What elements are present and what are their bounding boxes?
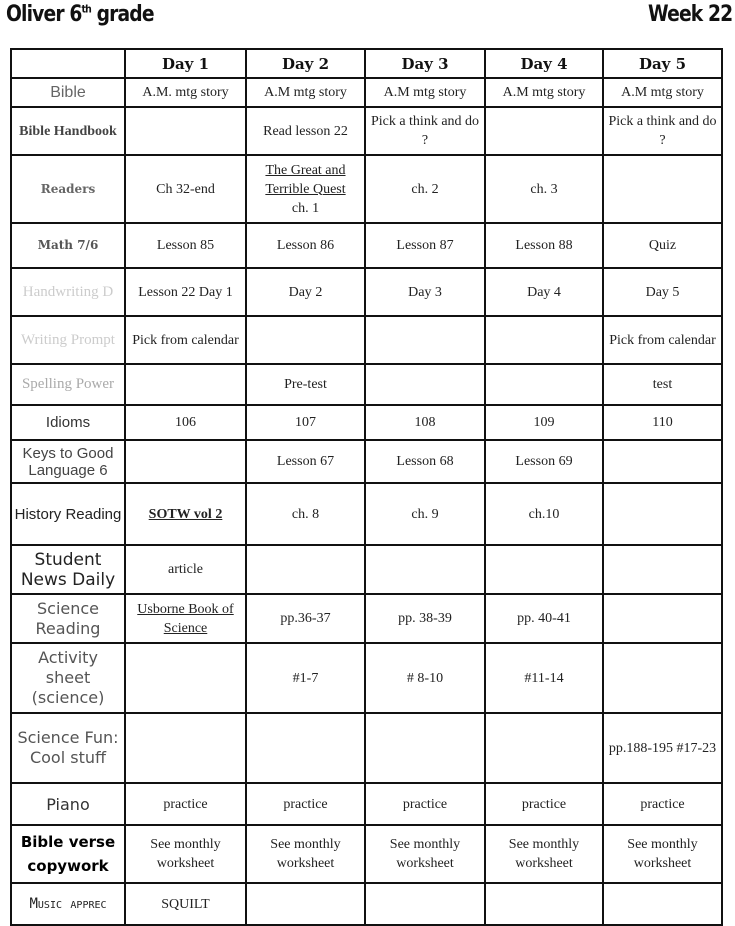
cell-text: practice [521, 796, 567, 812]
cell-text: Pick from calendar [609, 332, 716, 348]
schedule-cell [365, 483, 485, 545]
schedule-cell [125, 825, 246, 883]
cell-text: Pick a think and do ? [370, 114, 480, 148]
title-text: Oliver 6 [6, 2, 82, 27]
table-row [11, 405, 722, 440]
schedule-cell [603, 483, 722, 545]
table-row [11, 713, 722, 783]
day-header: Day 3 [365, 49, 485, 78]
table-row [11, 364, 722, 405]
cell-text: Lesson 88 [515, 238, 573, 253]
cell-text: # 8-10 [406, 670, 444, 686]
table-row [11, 545, 722, 594]
schedule-cell [365, 883, 485, 925]
week-label: Week 22 [647, 2, 733, 27]
cell-text: #1-7 [292, 670, 319, 686]
cell-text: ch. 2 [411, 181, 439, 197]
schedule-cell [603, 783, 722, 825]
table-row [11, 268, 722, 316]
schedule-cell [246, 883, 365, 925]
cell-text: practice [163, 796, 208, 812]
schedule-cell [125, 78, 246, 107]
schedule-cell [246, 783, 365, 825]
subject-label: Music apprec [11, 883, 125, 925]
subject-label: Science Reading [11, 594, 125, 643]
cell-text: Lesson 69 [515, 454, 573, 469]
cell-text: Quiz [648, 238, 677, 253]
cell-text: ch. 1 [291, 200, 320, 216]
cell-text: Lesson 22 Day 1 [138, 284, 233, 300]
cell-text: A.M mtg story [621, 85, 704, 100]
schedule-table [10, 48, 723, 926]
book-title: SOTW vol 2 [148, 506, 223, 522]
cell-text: Lesson 68 [396, 454, 454, 469]
cell-text: A.M mtg story [383, 85, 467, 100]
page-title [6, 2, 154, 27]
schedule-cell [485, 223, 603, 268]
cell-text: See monthly worksheet [508, 837, 580, 871]
cell-text: Pick from calendar [132, 332, 239, 348]
table-row [11, 316, 722, 364]
schedule-cell [485, 825, 603, 883]
cell-text: A.M mtg story [502, 85, 586, 100]
cell-text: pp.188-195 #17-23 [608, 740, 717, 756]
schedule-cell [125, 405, 246, 440]
schedule-cell [485, 783, 603, 825]
schedule-cell [603, 364, 722, 405]
schedule-cell [125, 713, 246, 783]
schedule-cell [246, 825, 365, 883]
subject-label: Activity sheet (science) [11, 643, 125, 713]
cell-text: #11-14 [524, 670, 564, 686]
cell-text: Ch 32-end [156, 181, 215, 197]
cell-text: ch. 9 [411, 506, 439, 522]
schedule-cell [603, 155, 722, 223]
subject-label: Piano [11, 783, 125, 825]
cell-text: 107 [295, 415, 316, 430]
schedule-cell [125, 883, 246, 925]
table-row [11, 155, 722, 223]
schedule-cell [603, 107, 722, 155]
schedule-cell [125, 594, 246, 643]
day-header: Day 5 [603, 49, 722, 78]
schedule-cell [603, 405, 722, 440]
schedule-cell [365, 594, 485, 643]
table-row [11, 223, 722, 268]
table-row [11, 643, 722, 713]
title-sup: th [81, 2, 91, 16]
schedule-cell [246, 155, 365, 223]
schedule-cell [365, 783, 485, 825]
cell-text: See monthly worksheet [150, 837, 221, 871]
schedule-cell [603, 643, 722, 713]
table-row [11, 594, 722, 643]
schedule-cell [246, 223, 365, 268]
subject-label: Idioms [11, 405, 125, 440]
table-row [11, 440, 722, 483]
subject-label: Keys to Good Language 6 [11, 440, 125, 483]
cell-text: See monthly worksheet [270, 837, 341, 871]
cell-text: article [168, 562, 203, 577]
schedule-cell [485, 594, 603, 643]
cell-text: pp. 38-39 [398, 611, 452, 626]
schedule-cell [365, 223, 485, 268]
schedule-cell [365, 268, 485, 316]
schedule-cell [246, 440, 365, 483]
cell-text: Lesson 85 [156, 238, 215, 253]
cell-text: Day 4 [527, 284, 561, 300]
schedule-cell [485, 155, 603, 223]
schedule-cell [603, 594, 722, 643]
table-row [11, 483, 722, 545]
cell-text: ch. 8 [291, 506, 320, 522]
schedule-cell [485, 107, 603, 155]
cell-text: ch. 3 [530, 181, 558, 197]
schedule-cell [246, 78, 365, 107]
schedule-cell [485, 545, 603, 594]
schedule-cell [246, 545, 365, 594]
schedule-cell [485, 78, 603, 107]
schedule-cell [125, 783, 246, 825]
cell-text: 110 [652, 415, 673, 430]
book-title: The Great and Terrible Quest [265, 162, 346, 197]
schedule-cell [485, 483, 603, 545]
header-row [11, 49, 722, 78]
cell-text: Day 3 [408, 284, 442, 300]
schedule-cell [365, 316, 485, 364]
day-header: Day 1 [125, 49, 246, 78]
schedule-cell [125, 316, 246, 364]
subject-label: Spelling Power [11, 364, 125, 405]
subject-label: Student News Daily [11, 545, 125, 594]
schedule-cell [365, 545, 485, 594]
cell-text: practice [640, 796, 685, 812]
cell-text: See monthly worksheet [389, 837, 461, 871]
schedule-cell [246, 405, 365, 440]
book-title: Usborne Book of Science [137, 601, 234, 636]
cell-text: Day 2 [288, 284, 323, 300]
subject-label: Bible [11, 78, 125, 107]
schedule-cell [246, 594, 365, 643]
subject-label: Bible verse copywork [11, 825, 125, 883]
schedule-cell [125, 545, 246, 594]
cell-text: SQUILT [161, 896, 210, 912]
cell-text: See monthly worksheet [627, 837, 698, 871]
cell-text: practice [283, 796, 328, 812]
cell-text: 108 [414, 415, 436, 430]
day-header: Day 2 [246, 49, 365, 78]
subject-label: Readers [11, 155, 125, 223]
cell-text: Lesson 67 [276, 454, 335, 469]
schedule-cell [125, 643, 246, 713]
table-row [11, 883, 722, 925]
schedule-cell [485, 883, 603, 925]
schedule-cell [125, 268, 246, 316]
schedule-cell [246, 643, 365, 713]
schedule-cell [365, 107, 485, 155]
subject-label: Math 7/6 [11, 223, 125, 268]
schedule-cell [485, 713, 603, 783]
schedule-cell [603, 713, 722, 783]
table-row [11, 825, 722, 883]
schedule-cell [125, 223, 246, 268]
cell-text: Lesson 86 [276, 238, 335, 253]
table-row [11, 783, 722, 825]
schedule-cell [365, 643, 485, 713]
schedule-cell [125, 483, 246, 545]
schedule-cell [603, 545, 722, 594]
schedule-cell [603, 883, 722, 925]
schedule-cell [365, 440, 485, 483]
schedule-cell [603, 78, 722, 107]
schedule-cell [603, 825, 722, 883]
cell-text: pp.36-37 [280, 611, 331, 626]
schedule-cell [246, 268, 365, 316]
schedule-cell [365, 825, 485, 883]
subject-label: Handwriting D [11, 268, 125, 316]
subject-label: Science Fun: Cool stuff [11, 713, 125, 783]
subject-label: Writing Prompt [11, 316, 125, 364]
table-row [11, 78, 722, 107]
schedule-cell [485, 364, 603, 405]
schedule-cell [246, 713, 365, 783]
schedule-cell [603, 268, 722, 316]
schedule-cell [125, 440, 246, 483]
cell-text: Day 5 [645, 284, 680, 300]
cell-text: 109 [533, 415, 555, 430]
subject-label: History Reading [11, 483, 125, 545]
cell-text: pp. 40-41 [517, 611, 571, 626]
schedule-cell [485, 316, 603, 364]
schedule-cell [246, 364, 365, 405]
schedule-cell [246, 316, 365, 364]
schedule-cell [485, 405, 603, 440]
cell-text: test [652, 377, 673, 392]
schedule-cell [485, 268, 603, 316]
schedule-cell [485, 440, 603, 483]
cell-text: 106 [175, 415, 196, 430]
schedule-cell [125, 364, 246, 405]
schedule-cell [365, 155, 485, 223]
schedule-cell [603, 440, 722, 483]
schedule-cell [246, 107, 365, 155]
schedule-cell [365, 78, 485, 107]
title-rest: grade [90, 2, 154, 27]
schedule-cell [603, 223, 722, 268]
schedule-cell [125, 155, 246, 223]
cell-text: ch.10 [528, 506, 560, 522]
table-row [11, 107, 722, 155]
schedule-cell [125, 107, 246, 155]
schedule-cell [365, 713, 485, 783]
schedule-cell [485, 643, 603, 713]
corner-cell [11, 49, 125, 78]
cell-text: Pick a think and do ? [608, 114, 717, 148]
cell-text: Read lesson 22 [263, 123, 348, 139]
cell-text: Lesson 87 [396, 238, 454, 253]
cell-text: A.M mtg story [264, 85, 347, 100]
schedule-cell [365, 364, 485, 405]
subject-label: Bible Handbook [11, 107, 125, 155]
cell-text: practice [402, 796, 448, 812]
day-header: Day 4 [485, 49, 603, 78]
schedule-cell [246, 483, 365, 545]
cell-text: Pre-test [284, 377, 327, 392]
cell-text: A.M. mtg story [142, 85, 229, 100]
schedule-cell [603, 316, 722, 364]
schedule-cell [365, 405, 485, 440]
